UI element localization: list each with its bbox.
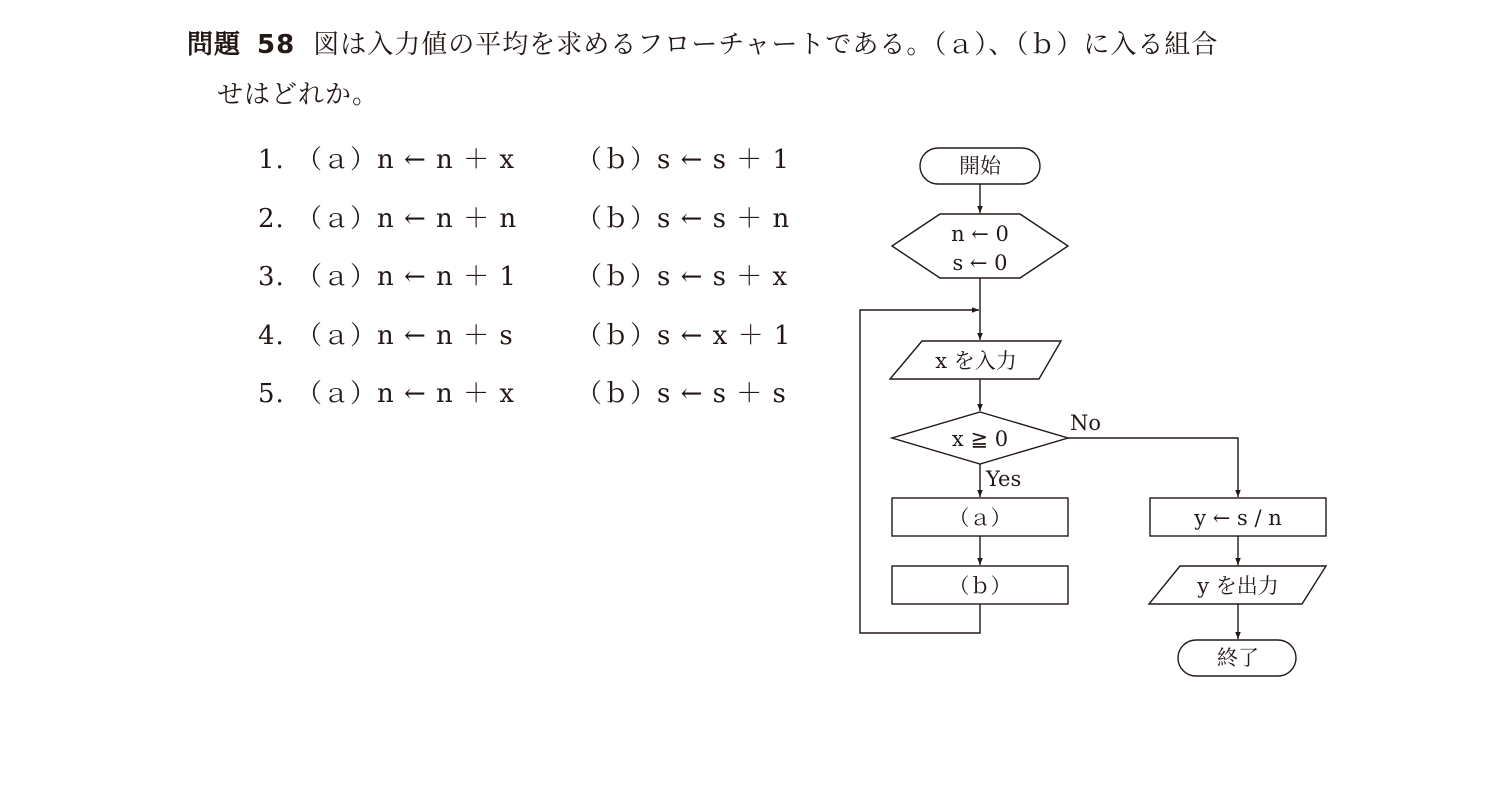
choice-number: 2. <box>258 203 285 234</box>
question-line-2: せはどれか。 <box>217 80 380 110</box>
choice-number: 1. <box>258 145 285 175</box>
init-s-label: s ← 0 <box>952 251 1008 275</box>
choice-b: （ｂ）s ← s ＋ n <box>576 203 791 234</box>
yes-label: Yes <box>986 467 1022 491</box>
question-number-value: 58 <box>257 30 296 60</box>
choice-a: （ａ）n ← n ＋ x <box>296 379 515 409</box>
choice-b: （ｂ）s ← x ＋ 1 <box>576 320 792 351</box>
choice-a: （ａ）n ← n ＋ s <box>296 320 514 351</box>
process-a-label: （ａ） <box>948 506 1012 530</box>
choice-a: （ａ）n ← n ＋ x <box>296 145 515 175</box>
process-b-label: （ｂ） <box>948 574 1012 598</box>
choice-number: 4. <box>258 320 285 351</box>
arrow-no-branch <box>1068 438 1238 497</box>
question-label: 問題 <box>187 30 242 60</box>
choice-number: 3. <box>258 262 285 292</box>
choice-a: （ａ）n ← n ＋ n <box>296 203 518 234</box>
start-label: 開始 <box>959 154 1001 178</box>
end-label: 終了 <box>1217 646 1259 670</box>
no-label: No <box>1070 411 1102 435</box>
choice-b: （ｂ）s ← s ＋ 1 <box>576 145 791 175</box>
choice-number: 5. <box>258 379 285 409</box>
input-x-label: x を入力 <box>935 349 1017 373</box>
question-body-1: 図は入力値の平均を求めるフローチャートである。（ａ）、（ｂ）に入る組合 <box>313 30 1219 60</box>
choice-b: （ｂ）s ← s ＋ s <box>576 379 787 409</box>
init-n-label: n ← 0 <box>951 222 1009 246</box>
compute-y-label: y ← s / n <box>1194 506 1282 530</box>
choice-b: （ｂ）s ← s ＋ x <box>576 262 789 292</box>
output-y-label: y を出力 <box>1197 574 1279 598</box>
choice-a: （ａ）n ← n ＋ 1 <box>296 262 517 292</box>
condition-label: x ≧ 0 <box>951 427 1009 451</box>
